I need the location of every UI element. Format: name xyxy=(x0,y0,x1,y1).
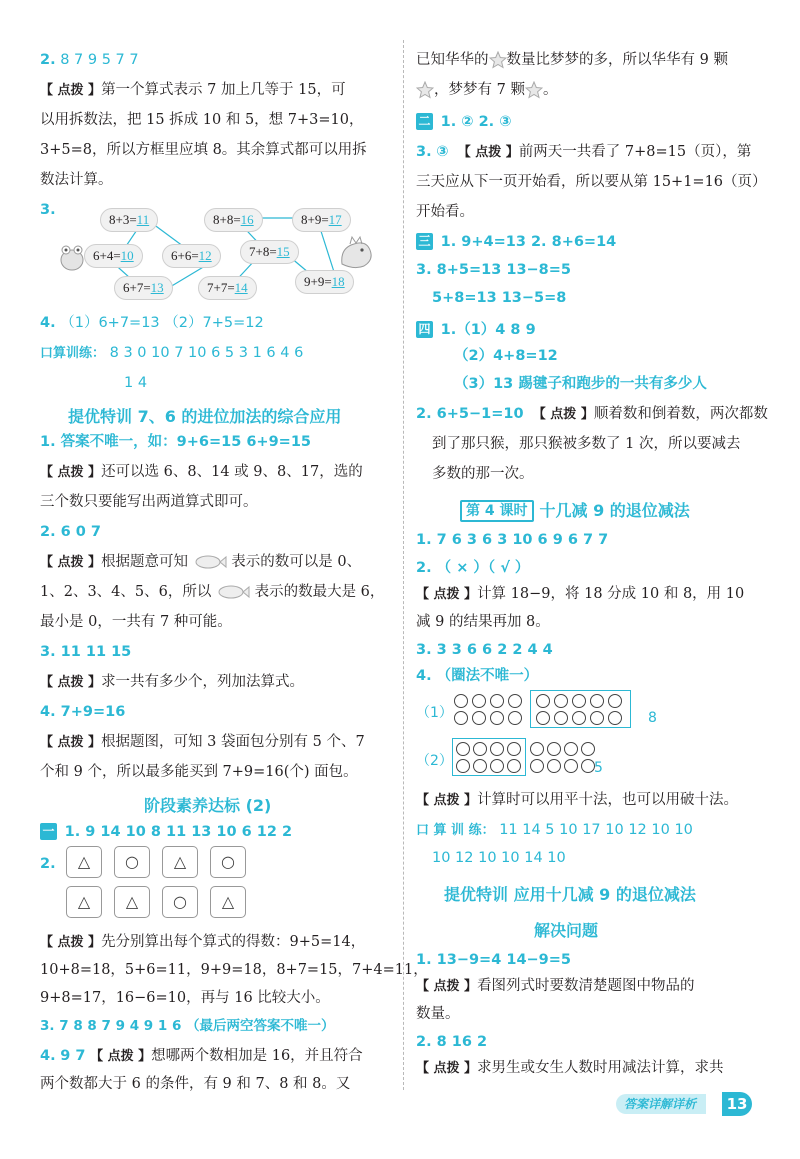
equation-answer: 10 xyxy=(120,248,134,263)
circle-diagram-1 xyxy=(416,690,766,734)
equation-text: 8+9= xyxy=(301,212,329,227)
circle xyxy=(490,694,504,708)
section-title: 阶段素养达标 (2) xyxy=(144,796,272,815)
lesson-title xyxy=(460,498,690,522)
hint-label: 【 点拨 】 xyxy=(90,1049,152,1064)
question-number: 3. xyxy=(40,202,56,218)
hint-line xyxy=(40,582,384,602)
equation-answer: 13 xyxy=(150,280,164,295)
answer-text: 3. 11 11 15 xyxy=(40,644,132,660)
equation-text: 9+9= xyxy=(304,274,332,289)
answer-line xyxy=(416,260,571,280)
equation-text: 6+7= xyxy=(123,280,151,295)
circle xyxy=(536,711,550,725)
hint-line xyxy=(40,462,363,483)
page-footer xyxy=(616,1092,766,1116)
equation-answer: 16 xyxy=(240,212,254,227)
hint-text: 到了那只猴，那只猴被多数了 1 次，所以要减去 xyxy=(432,436,741,452)
hint-text: 求男生或女生人数时用减法计算，求共 xyxy=(477,1060,724,1076)
hint-label: 【 点拨 】 xyxy=(40,935,102,950)
hint-text: 计算时可以用平十法，也可以用破十法。 xyxy=(477,792,739,808)
circle xyxy=(608,694,622,708)
hint-line xyxy=(416,50,728,70)
hint-line xyxy=(416,172,767,192)
circle xyxy=(554,694,568,708)
cloud-equation xyxy=(162,244,221,268)
hint-text: 1、2、3、4、5、6，所以 xyxy=(40,584,212,600)
circle xyxy=(608,711,622,725)
hint-text: 数量比梦梦的多，所以华华有 9 颗 xyxy=(506,52,728,68)
answer-text: 2. 6+5−1=10 xyxy=(416,406,524,422)
question-number: 3. xyxy=(416,144,432,160)
circle xyxy=(547,742,561,756)
hint-line xyxy=(40,170,113,190)
hint-text: 已知华华的 xyxy=(416,52,489,68)
cloud-equation xyxy=(114,276,173,300)
answer-text: 2. 6 0 7 xyxy=(40,524,102,540)
lesson-number-box: 第 4 课时 xyxy=(460,500,534,522)
hint-line xyxy=(416,790,738,811)
answer-hint-line xyxy=(416,404,768,425)
hint-text: 开始看。 xyxy=(416,204,474,220)
star-icon xyxy=(525,81,543,99)
hint-text: 9+8=17，16−6=10，再与 16 比较大小。 xyxy=(40,990,330,1006)
part-answer: 8 xyxy=(648,710,657,726)
hint-line xyxy=(416,80,557,100)
hint-line xyxy=(40,672,304,693)
equation-answer: 12 xyxy=(198,248,212,263)
answer-line xyxy=(416,640,553,660)
hint-text: 看图列式时要数清楚题图中物品的 xyxy=(477,978,695,994)
circle xyxy=(508,694,522,708)
circle xyxy=(554,711,568,725)
answer-hint-line xyxy=(40,1046,363,1067)
shape-box: △ xyxy=(114,886,150,918)
oral-practice-cont xyxy=(432,848,566,868)
answer-text: 1. 13−9=4 14−9=5 xyxy=(416,952,572,968)
circle xyxy=(572,711,586,725)
hint-text: 。 xyxy=(542,82,558,98)
circle xyxy=(581,759,595,773)
circle xyxy=(472,694,486,708)
oral-answers: 1 4 xyxy=(124,375,148,391)
hint-label: 【 点拨 】 xyxy=(40,735,102,750)
answer-text: 4. 7+9=16 xyxy=(40,704,126,720)
answer-text: 1. 9+4=13 2. 8+6=14 xyxy=(440,234,617,250)
circle xyxy=(508,711,522,725)
hint-label: 【 点拨 】 xyxy=(40,83,102,98)
hint-label: 【 点拨 】 xyxy=(416,793,478,808)
answer-text: 3. 3 3 6 6 2 2 4 4 xyxy=(416,642,553,658)
hint-label: 【 点拨 】 xyxy=(416,587,478,602)
circle xyxy=(536,694,550,708)
oral-label: 口 算 训 练： xyxy=(416,823,495,838)
hint-text: 第一个算式表示 7 加上几等于 15，可 xyxy=(101,82,346,98)
fish-icon xyxy=(216,583,250,601)
cloud-equation xyxy=(84,244,143,268)
circle xyxy=(564,759,578,773)
hint-text: 减 9 的结果再加 8。 xyxy=(416,614,550,630)
hint-text: 3+5=8，所以方框里应填 8。其余算式都可以用拆 xyxy=(40,142,367,158)
star-icon xyxy=(489,51,507,69)
answer-text: 2. （ × ）（ √ ） xyxy=(416,560,530,576)
circle xyxy=(530,742,544,756)
equation-text: 7+8= xyxy=(249,244,277,259)
answer-line xyxy=(40,1016,335,1036)
circle xyxy=(581,742,595,756)
hint-line xyxy=(416,1004,460,1024)
shape-box: △ xyxy=(66,886,102,918)
answer-text: （1）6+7=13 （2）7+5=12 xyxy=(60,315,264,331)
answer-text: 1. 答案不唯一，如：9+6=15 6+9=15 xyxy=(40,434,312,450)
hint-line xyxy=(416,976,695,997)
answer-line xyxy=(416,530,608,550)
answer-text: 1. ② 2. ③ xyxy=(440,114,512,130)
equation-answer: 14 xyxy=(234,280,248,295)
hint-label: 【 点拨 】 xyxy=(416,1061,478,1076)
hint-text: 表示的数最大是 6， xyxy=(254,584,385,600)
hint-text: ，梦梦有 7 颗 xyxy=(434,82,525,98)
hint-text: 顺着数和倒着数，两次都数 xyxy=(593,406,768,422)
page-number: 13 xyxy=(722,1092,752,1116)
answer-line xyxy=(40,50,139,70)
hint-text: 三天应从下一页开始看，所以要从第 15+1=16（页） xyxy=(416,174,767,190)
hint-line xyxy=(40,552,361,573)
answer-text: 3. 8+5=13 13−8=5 xyxy=(416,262,572,278)
question-number: 4. xyxy=(40,1048,56,1064)
hint-line xyxy=(40,960,428,980)
circle xyxy=(456,759,470,773)
hint-text: 还可以选 6、8、14 或 9、8、17，选的 xyxy=(101,464,363,480)
hint-line xyxy=(40,80,346,101)
circle xyxy=(456,742,470,756)
answer-line xyxy=(454,374,707,394)
cloud-equation xyxy=(100,208,158,232)
answer-line xyxy=(40,432,311,452)
section-title: 提优特训 应用十几减 9 的退位减法 xyxy=(444,885,696,904)
hint-text: 个和 9 个，所以最多能买到 7+9=16(个) 面包。 xyxy=(40,764,358,780)
circle xyxy=(530,759,544,773)
hint-line xyxy=(40,140,367,160)
oral-practice xyxy=(40,343,303,364)
hint-line xyxy=(416,584,744,605)
section-title-cont: 解决问题 xyxy=(534,921,599,940)
part-answer: 5 xyxy=(594,760,603,776)
hint-line xyxy=(40,988,330,1008)
hint-line xyxy=(40,110,363,130)
answer-line xyxy=(416,666,538,686)
cloud-equation xyxy=(292,208,351,232)
equation-answer: 17 xyxy=(328,212,342,227)
shape-box: △ xyxy=(210,886,246,918)
answer-hint-line xyxy=(416,142,751,163)
answer-text: （3）13 踢毽子和跑步的一共有多少人 xyxy=(454,376,707,392)
hint-line xyxy=(40,1074,350,1094)
circle xyxy=(547,759,561,773)
fish-icon xyxy=(193,553,227,571)
shape-box: ○ xyxy=(210,846,246,878)
answer-line xyxy=(40,642,131,662)
hint-text: 10+8=18，5+6=11，9+9=18，8+7=15，7+4=11， xyxy=(40,962,428,978)
hint-line xyxy=(416,202,474,222)
hint-line xyxy=(40,612,232,632)
hint-line xyxy=(432,464,534,484)
question-number: 2. xyxy=(40,52,56,68)
answer-text: （2）4+8=12 xyxy=(454,348,558,364)
answer-text: ③ xyxy=(436,144,449,160)
answer-text: 2. 8 16 2 xyxy=(416,1034,488,1050)
shape-grid xyxy=(66,846,266,926)
hint-label: 【 点拨 】 xyxy=(40,555,102,570)
answer-line xyxy=(416,558,529,578)
hint-label: 【 点拨 】 xyxy=(40,465,102,480)
circle xyxy=(473,742,487,756)
hint-line xyxy=(40,492,258,512)
oral-answers: 8 3 0 10 7 10 6 5 3 1 6 4 6 xyxy=(109,345,304,361)
answer-line xyxy=(454,346,558,366)
answer-text: 1. 9 14 10 8 11 13 10 6 12 2 xyxy=(64,824,293,840)
hint-text: 两个数都大于 6 的条件，有 9 和 7、8 和 8。又 xyxy=(40,1076,351,1092)
hint-label: 【 点拨 】 xyxy=(40,675,102,690)
hint-text: 前两天一共看了 7+8=15（页），第 xyxy=(518,144,752,160)
shape-box: △ xyxy=(66,846,102,878)
answer-text: 1.（1）4 8 9 xyxy=(440,322,536,338)
hint-text: 多数的那一次。 xyxy=(432,466,534,482)
circle-diagram-2 xyxy=(416,738,766,782)
footer-label: 答案详解详析 xyxy=(616,1094,706,1114)
circle xyxy=(572,694,586,708)
shape-box: ○ xyxy=(114,846,150,878)
answer-line xyxy=(40,313,264,333)
hint-text: 先分别算出每个算式的得数：9+5=14， xyxy=(101,934,366,950)
hint-text: 计算 18−9，将 18 分成 10 和 8，用 10 xyxy=(477,586,745,602)
circle xyxy=(490,759,504,773)
lesson-title-text: 十几减 9 的退位减法 xyxy=(539,501,690,520)
hint-text: 三个数只要能写出两道算式即可。 xyxy=(40,494,258,510)
answer-text: 9 7 xyxy=(60,1048,86,1064)
dragon-icon xyxy=(336,234,376,272)
cloud-equation xyxy=(204,208,263,232)
oral-answers: 11 14 5 10 17 10 12 10 10 xyxy=(499,822,693,838)
section-title: 提优特训 7、6 的进位加法的综合应用 xyxy=(68,407,342,426)
circle xyxy=(590,694,604,708)
circle xyxy=(454,694,468,708)
part-badge: 四 xyxy=(416,321,433,338)
answer-line xyxy=(416,950,571,970)
frog-icon xyxy=(58,242,86,272)
circle xyxy=(490,742,504,756)
shape-box: ○ xyxy=(162,886,198,918)
hint-label: 【 点拨 】 xyxy=(416,979,478,994)
answer-line xyxy=(416,232,616,252)
answer-line xyxy=(432,288,566,308)
cloud-equation xyxy=(295,270,354,294)
shape-box: △ xyxy=(162,846,198,878)
answer-text: 8 7 9 5 7 7 xyxy=(60,52,139,68)
oral-practice-cont xyxy=(124,373,147,393)
oral-label: 口算训练： xyxy=(40,346,106,361)
hint-line xyxy=(416,612,550,632)
answer-text: 1. 7 6 3 6 3 10 6 9 6 7 7 xyxy=(416,532,609,548)
part-badge: 一 xyxy=(40,823,57,840)
equation-answer: 15 xyxy=(276,244,290,259)
oral-answers: 10 12 10 10 14 10 xyxy=(432,850,566,866)
hint-line xyxy=(432,434,740,454)
star-icon xyxy=(416,81,434,99)
hint-text: 根据题意可知 xyxy=(101,554,189,570)
oral-practice xyxy=(416,820,693,841)
cloud-equation xyxy=(240,240,299,264)
answer-line xyxy=(40,822,292,842)
hint-line xyxy=(416,1058,724,1079)
answer-line xyxy=(416,320,536,340)
hint-text: 根据题图，可知 3 袋面包分别有 5 个、7 xyxy=(101,734,365,750)
part-label: （1） xyxy=(416,705,453,721)
answer-text: 5+8=13 13−5=8 xyxy=(432,290,567,306)
equation-text: 7+7= xyxy=(207,280,235,295)
cloud-equation xyxy=(198,276,257,300)
hint-text: 表示的数可以是 0、 xyxy=(231,554,362,570)
hint-label: 【 点拨 】 xyxy=(457,145,519,160)
part-badge: 二 xyxy=(416,113,433,130)
hint-text: 数法计算。 xyxy=(40,172,113,188)
equation-answer: 11 xyxy=(136,212,150,227)
hint-text: 以用拆数法，把 15 拆成 10 和 5，想 7+3=10， xyxy=(40,112,364,128)
equation-text: 8+8= xyxy=(213,212,241,227)
question-number-line xyxy=(40,854,56,874)
hint-text: 数量。 xyxy=(416,1006,460,1022)
answer-text: 3. 7 8 8 7 9 4 9 1 6 （最后两空答案不唯一） xyxy=(40,1018,335,1034)
answer-line xyxy=(416,112,512,132)
part-label: （2） xyxy=(416,753,453,769)
equation-text: 6+4= xyxy=(93,248,121,263)
equation-text: 8+3= xyxy=(109,212,137,227)
circle xyxy=(472,711,486,725)
hint-line xyxy=(40,762,358,782)
answer-line xyxy=(40,522,101,542)
circle xyxy=(590,711,604,725)
column-divider xyxy=(403,40,404,1090)
circle xyxy=(564,742,578,756)
circle xyxy=(507,759,521,773)
answer-line xyxy=(416,1032,487,1052)
hint-line xyxy=(40,732,365,753)
cloud-diagram xyxy=(40,200,380,305)
hint-text: 想哪两个数相加是 16，并且符合 xyxy=(151,1048,363,1064)
equation-text: 6+6= xyxy=(171,248,199,263)
hint-text: 最小是 0，一共有 7 种可能。 xyxy=(40,614,232,630)
question-number: 4. xyxy=(40,315,56,331)
circle xyxy=(454,711,468,725)
equation-answer: 18 xyxy=(331,274,345,289)
hint-line xyxy=(40,932,365,953)
answer-line xyxy=(40,702,125,722)
circle xyxy=(507,742,521,756)
answer-text: 4. （圈法不唯一） xyxy=(416,668,539,684)
hint-text: 求一共有多少个，列加法算式。 xyxy=(101,674,305,690)
circle xyxy=(490,711,504,725)
question-number: 2. xyxy=(40,856,56,872)
hint-label: 【 点拨 】 xyxy=(532,407,594,422)
circle xyxy=(473,759,487,773)
part-badge: 三 xyxy=(416,233,433,250)
